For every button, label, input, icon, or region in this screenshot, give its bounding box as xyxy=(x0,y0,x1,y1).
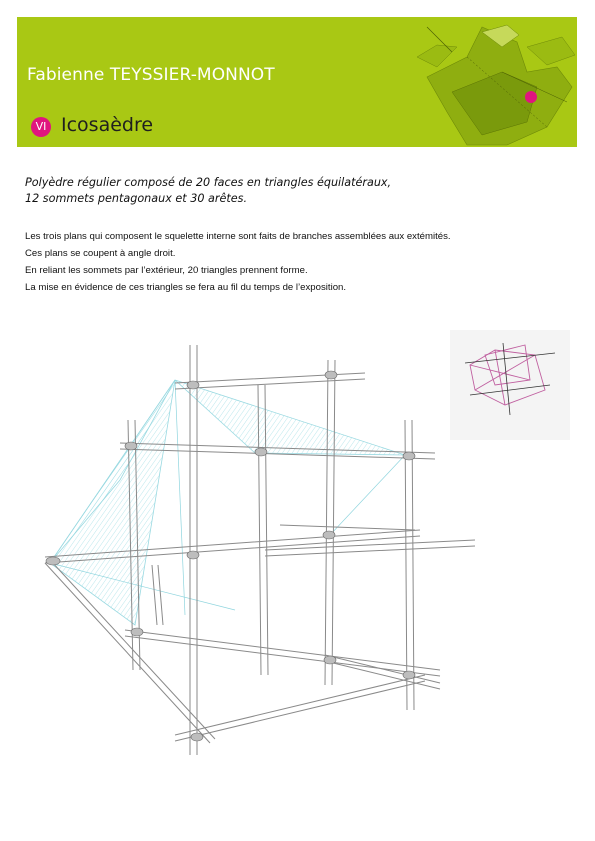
intro-line-1: Polyèdre régulier composé de 20 faces en triangles équilatéraux, xyxy=(25,176,392,189)
body-line-3: En reliant les sommets par l’extérieur, 20 triangles prennent forme. xyxy=(25,265,308,276)
header-banner xyxy=(17,17,577,147)
intro-description xyxy=(25,175,565,207)
body-line-1: Les trois plans qui composent le squelette interne sont faits de branches assemblées aux extémités. xyxy=(25,231,451,242)
location-dot-icon xyxy=(525,91,537,103)
section-number-badge: VI xyxy=(31,117,51,137)
body-line-4: La mise en évidence de ces triangles se fera au fil du temps de l’exposition. xyxy=(25,282,347,293)
inset-model-sketch xyxy=(450,330,570,440)
body-description xyxy=(25,228,575,296)
icosahedron-sketch xyxy=(25,325,575,785)
intro-line-2: 12 sommets pentagonaux et 30 arêtes. xyxy=(25,192,248,205)
section-title: Icosaèdre xyxy=(61,114,154,136)
blue-triangle-shading xyxy=(50,380,405,625)
site-map-icon xyxy=(407,17,577,147)
body-line-2: Ces plans se coupent à angle droit. xyxy=(25,248,176,259)
artist-name: Fabienne TEYSSIER-MONNOT xyxy=(27,65,275,85)
